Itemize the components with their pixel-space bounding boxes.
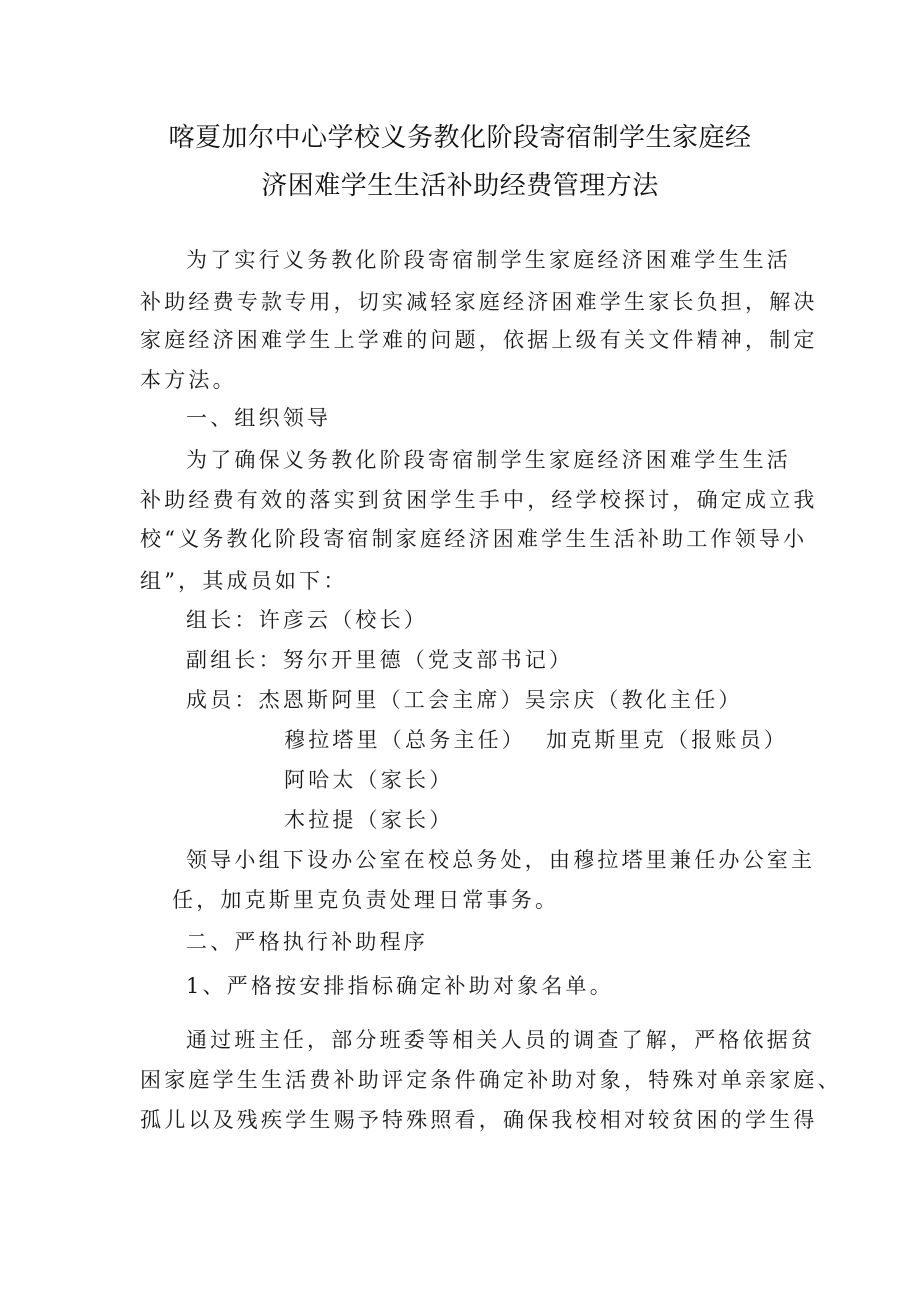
section-2-line-1: 通过班主任，部分班委等相关人员的调查了解，严格依据贫 bbox=[186, 1028, 816, 1052]
intro-line-2: 补助经费专款专用，切实减轻家庭经济困难学生家长负担，解决 bbox=[140, 290, 818, 314]
group-member-c: 阿哈太（家长） bbox=[284, 768, 454, 792]
intro-line-3: 家庭经济困难学生上学难的问题，依据上级有关文件精神，制定 bbox=[140, 328, 818, 352]
section-2-heading: 二、严格执行补助程序 bbox=[186, 930, 428, 954]
section-2-line-3: 孤儿以及残疾学生赐予特殊照看，确保我校相对较贫困的学生得 bbox=[140, 1108, 818, 1132]
office-line-2: 任，加克斯里克负责处理日常事务。 bbox=[172, 888, 560, 912]
group-member-d: 木拉提（家长） bbox=[284, 808, 454, 832]
section-1-line-2: 补助经费有效的落实到贫困学生手中，经学校探讨，确定成立我 bbox=[140, 488, 818, 512]
section-1-heading: 一、组织领导 bbox=[186, 406, 332, 430]
group-leader: 组长：许彦云（校长） bbox=[186, 608, 428, 632]
intro-line-1: 为了实行义务教化阶段寄宿制学生家庭经济困难学生生活 bbox=[186, 248, 791, 272]
intro-line-4: 本方法。 bbox=[140, 368, 237, 392]
document-title-line-1: 喀夏加尔中心学校义务教化阶段寄宿制学生家庭经 bbox=[168, 123, 752, 153]
group-member-b: 加克斯里克（报账员） bbox=[546, 728, 788, 752]
group-deputy-leader: 副组长：努尔开里德（党支部书记） bbox=[186, 648, 574, 672]
section-2-line-2: 困家庭学生生活费补助评定条件确定补助对象，特殊对单亲家庭、 bbox=[140, 1068, 842, 1092]
office-line-1: 领导小组下设办公室在校总务处，由穆拉塔里兼任办公室主 bbox=[186, 848, 816, 872]
document-title-line-2: 济困难学生生活补助经费管理方法 bbox=[261, 171, 659, 201]
group-member-a: 穆拉塔里（总务主任） bbox=[284, 728, 526, 752]
group-members-line-1: 成员：杰恩斯阿里（工会主席）吴宗庆（教化主任） bbox=[186, 688, 743, 712]
section-2-item-1: 1、严格按安排指标确定补助对象名单。 bbox=[186, 974, 614, 998]
section-1-line-1: 为了确保义务教化阶段寄宿制学生家庭经济困难学生生活 bbox=[186, 448, 791, 472]
section-1-line-4: 组”，其成员如下： bbox=[140, 569, 348, 593]
section-1-line-3: 校“义务教化阶段寄宿制家庭经济困难学生生活补助工作领导小 bbox=[140, 527, 808, 551]
